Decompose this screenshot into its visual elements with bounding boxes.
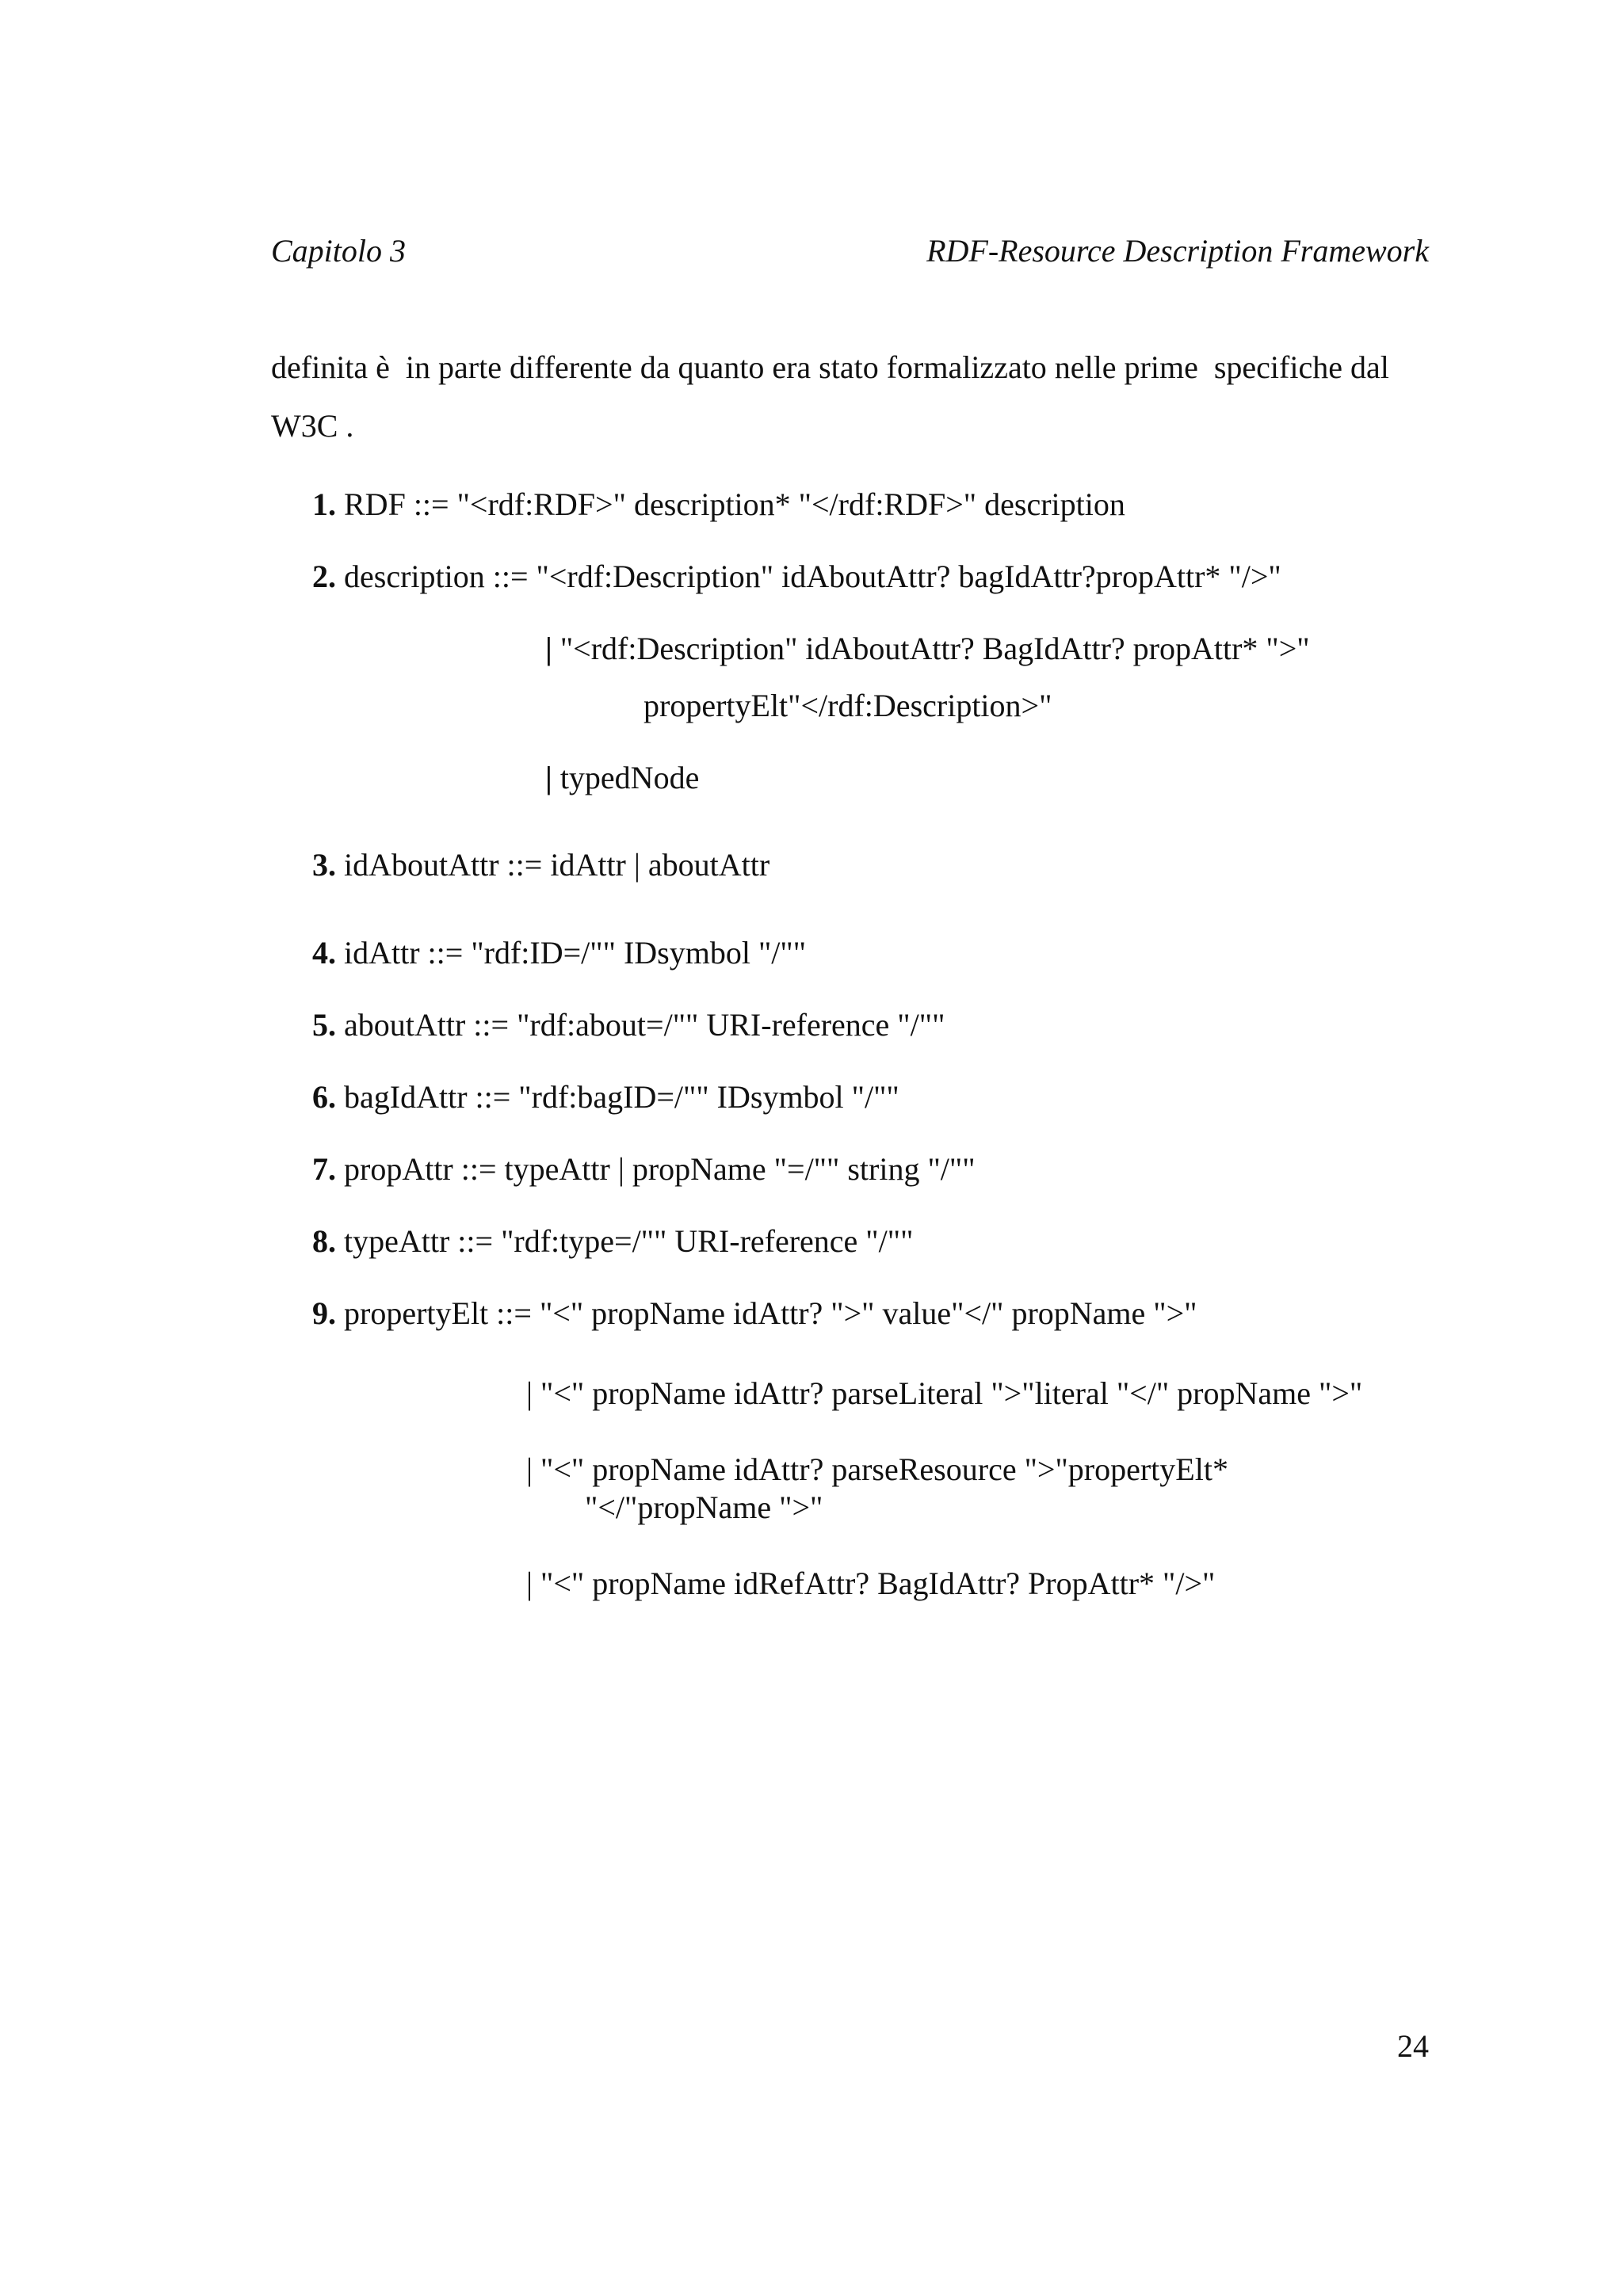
- rule-9-alternative-2: | "<" propName idAttr? parseResource ">"propertyElt*: [526, 1451, 1228, 1487]
- grammar-rule-9: [312, 1295, 1197, 1331]
- running-header-title: RDF-Resource Description Framework: [926, 233, 1429, 269]
- rule-number: 5.: [312, 1007, 336, 1043]
- rule-text: description ::= "<rdf:Description" idAboutAttr? bagIdAttr?propAttr* "/>": [336, 559, 1281, 594]
- intro-line-1: definita è in parte differente da quanto era stato formalizzato nelle prime specifiche dal: [271, 349, 1389, 385]
- grammar-rule-2: [312, 561, 1281, 593]
- rule-number: 6.: [312, 1079, 336, 1115]
- grammar-rule-1: [312, 486, 1125, 522]
- rule-number: 9.: [312, 1295, 336, 1331]
- grammar-rule-5: [312, 1009, 945, 1041]
- page-number: 24: [1397, 2028, 1429, 2064]
- rule-9-alternative-2-continuation: "</"propName ">": [585, 1489, 823, 1525]
- rule-number: 3.: [312, 847, 336, 883]
- rule-9-alternative-3: | "<" propName idRefAttr? BagIdAttr? PropAttr* "/>": [526, 1566, 1216, 1601]
- grammar-rule-7: [312, 1151, 976, 1187]
- rule-number: 1.: [312, 486, 336, 522]
- intro-line-2: W3C .: [271, 408, 354, 444]
- rule-9-alternative-1: | "<" propName idAttr? parseLiteral ">"literal "</" propName ">": [526, 1375, 1363, 1411]
- grammar-rule-6: [312, 1081, 899, 1113]
- rule-text: bagIdAttr ::= "rdf:bagID=/"" IDsymbol "/"": [336, 1079, 899, 1115]
- alternative-bar: |: [545, 631, 552, 666]
- rule-text: RDF ::= "<rdf:RDF>" description* "</rdf:RDF>" description: [336, 486, 1125, 522]
- rule-text: idAttr ::= "rdf:ID=/"" IDsymbol "/"": [336, 935, 807, 971]
- rule-text: propertyElt ::= "<" propName idAttr? ">" value"</" propName ">": [336, 1295, 1197, 1331]
- rule-text: typeAttr ::= "rdf:type=/"" URI-reference "/"": [336, 1223, 914, 1259]
- rule-number: 2.: [312, 559, 336, 594]
- rule-2-alternative-1-continuation: propertyElt"</rdf:Description>": [643, 688, 1052, 723]
- alternative-text: typedNode: [552, 760, 700, 795]
- grammar-rule-3: [312, 849, 769, 881]
- rule-text: idAboutAttr ::= idAttr | aboutAttr: [336, 847, 770, 883]
- grammar-rule-8: [312, 1223, 914, 1259]
- grammar-rule-4: [312, 937, 806, 969]
- alternative-bar: |: [545, 760, 552, 795]
- rule-2-alternative-1: [545, 633, 1310, 665]
- rule-2-alternative-2: [545, 762, 699, 794]
- rule-text: aboutAttr ::= "rdf:about=/"" URI-reference "/"": [336, 1007, 945, 1043]
- running-header-chapter: Capitolo 3: [271, 233, 407, 269]
- rule-text: propAttr ::= typeAttr | propName "=/"" string "/"": [336, 1151, 976, 1187]
- rule-number: 4.: [312, 935, 336, 971]
- rule-number: 7.: [312, 1151, 336, 1187]
- alternative-text: "<rdf:Description" idAboutAttr? BagIdAttr? propAttr* ">": [552, 631, 1310, 666]
- rule-number: 8.: [312, 1223, 336, 1259]
